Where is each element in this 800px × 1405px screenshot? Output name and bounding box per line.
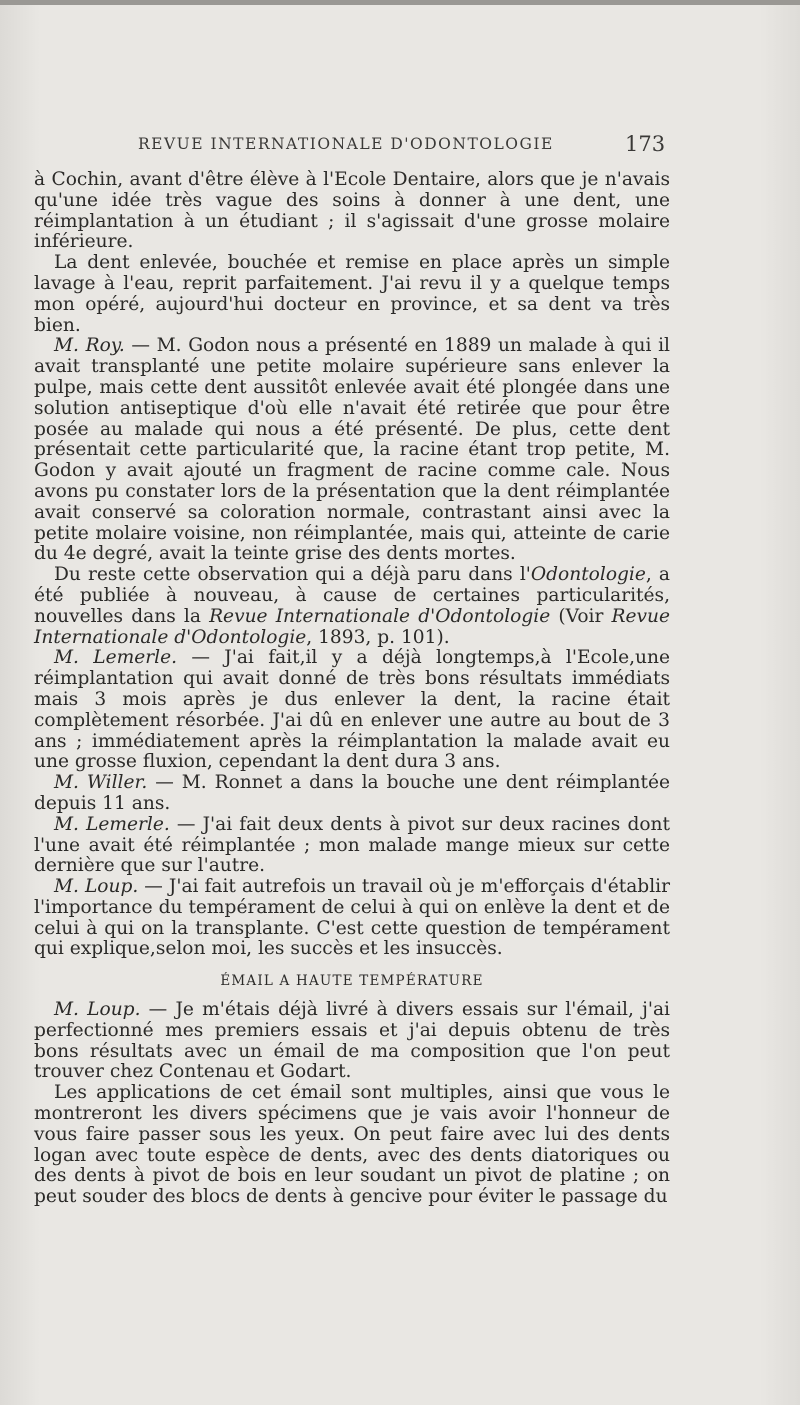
paragraph-text: à Cochin, avant d'être élève à l'Ecole Dentaire, alors que je n'avais qu'une idée très vague des soins à donner à une dent, une réimplantation à un étudiant ; il s'agissait d'une grosse molaire inférieure. — [34, 169, 670, 253]
paragraph-text: Les applications de cet émail sont multiples, ainsi que vous le montreront les divers spécimens que je vais avoir l'honneur de vous faire passer sous les yeux. On peut faire avec lui des dents logan avec toute espèce de dents, avec des dents diatoriques ou des dents à pivot de bois en leur soudant un pivot de platine ; on peut souder des blocs de dents à gencive pour éviter le passage du — [34, 1082, 670, 1208]
paragraph-text: La dent enlevée, bouchée et remise en place après un simple lavage à l'eau, reprit parfaitement. J'ai revu il y a quelque temps mon opéré, aujourd'hui docteur en province, et sa dent va très bien. — [34, 252, 670, 336]
paragraph — [34, 877, 670, 960]
journal-title: Revue Internationale d'Odontologie — [34, 605, 670, 648]
paragraph-text: — J'ai fait,il y a déjà longtemps,à l'Ecole,une réimplantation qui avait donné de très bons résultats immédiats mais 3 mois après je dus enlever la dent, la racine était complètement résorbée. J'ai dû en enlever une autre au bout de 3 ans ; immédiatement après la réimplantation la malade avait eu une grosse fluxion, cependant la dent dura 3 ans. — [34, 647, 670, 773]
speaker-name: M. Lemerle. — [54, 647, 178, 669]
paragraph-text: — M. Godon nous a présenté en 1889 un malade à qui il avait transplanté une petite molaire supérieure sans enlever la pulpe, mais cette dent aussitôt enlevée avait été plongée dans une solution antiseptique d'où elle n'avait été retirée que pour être posée au malade qui nous a été présenté. De plus, cette dent présentait cette particularité que, la racine étant trop petite, M. Godon y avait ajouté un fragment de racine comme cale. Nous avons pu constater lors de la présentation que la dent réimplantée avait conservé sa coloration normale, contrastant ainsi avec la petite molaire voisine, non réimplantée, mais qui, atteinte de carie du 4e degré, avait la teinte grise des dents mortes. — [34, 335, 670, 565]
speaker-name: M. Loup. — [54, 999, 141, 1021]
journal-title: Revue Internationale d'Odontologie — [209, 605, 551, 627]
paragraph-text: — M. Ronnet a dans la bouche une dent réimplantée depuis 11 ans. — [34, 772, 670, 814]
paragraph — [34, 336, 670, 565]
journal-title: Odontologie — [530, 564, 646, 586]
scan-edge — [0, 0, 800, 5]
paragraph-text: — J'ai fait deux dents à pivot sur deux racines dont l'une avait été réimplantée ; mon malade mange mieux sur cette dernière que sur l'autre. — [34, 813, 670, 877]
paragraph — [34, 815, 670, 877]
paragraph-text: — Je m'étais déjà livré à divers essais sur l'émail, j'ai perfectionné mes premiers essais et j'ai depuis obtenu de très bons résultats avec un émail de ma composition que l'on peut trouver chez Contenau et Godart. — [34, 999, 670, 1083]
page-number: 173 — [625, 132, 666, 156]
speaker-name: M. Loup. — [54, 876, 139, 898]
paragraph — [34, 773, 670, 815]
speaker-name: M. Roy. — [54, 335, 125, 357]
section-heading: ÉMAIL A HAUTE TEMPÉRATURE — [220, 973, 484, 990]
body-text — [34, 170, 670, 1208]
paragraph-text: , a été publiée à nouveau, à cause de certaines particularités, nouvelles dans la — [34, 564, 670, 627]
paragraph — [34, 648, 670, 773]
paragraph-text: Du reste cette observation qui a déjà paru dans l' — [54, 564, 531, 586]
paragraph — [34, 1000, 670, 1083]
paragraph — [34, 565, 670, 648]
paragraph — [34, 1083, 670, 1208]
paragraph — [34, 170, 670, 253]
speaker-name: M. Lemerle. — [54, 813, 170, 835]
running-header: REVUE INTERNATIONALE D'ODONTOLOGIE — [138, 135, 554, 153]
paragraph — [34, 253, 670, 336]
paragraph-text: — J'ai fait autrefois un travail où je m'efforçais d'établir l'importance du tempérament de celui à qui on enlève la dent et de celui à qui on la transplante. C'est cette question de tempérament qui explique,selon moi, les succès et les insuccès. — [34, 876, 670, 960]
paragraph-text: , 1893, p. 101). — [306, 626, 450, 648]
speaker-name: M. Willer. — [54, 772, 148, 794]
paragraph-text: (Voir — [550, 605, 612, 627]
